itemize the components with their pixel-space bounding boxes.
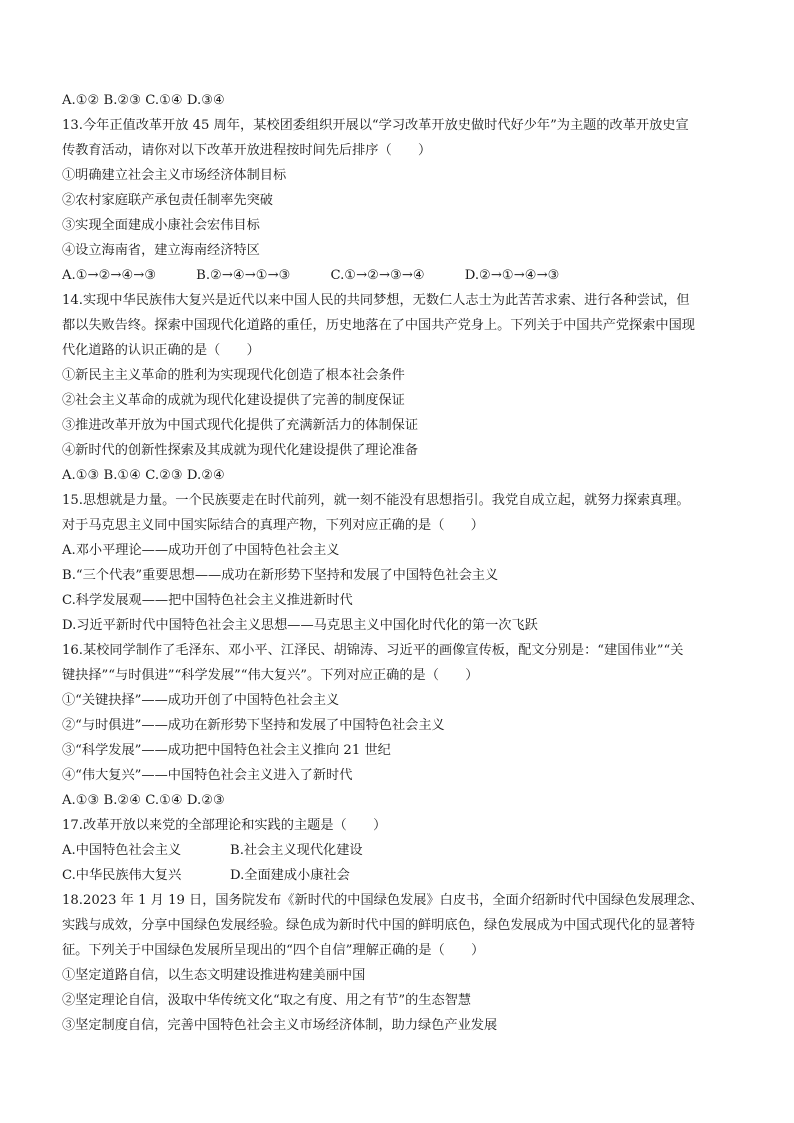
q18-stem-line-1: 18.2023 年 1 月 19 日，国务院发布《新时代的中国绿色发展》白皮书，全面介绍新时代中国绿色发展理念、 <box>62 893 704 908</box>
q16-item-3: ③“科学发展”——成功把中国特色社会主义推向 21 世纪 <box>62 743 391 758</box>
q15-stem-line-1: 15.思想就是力量。一个民族要走在时代前列，就一刻不能没有思想指引。我党自成立起，就努力探索真理。 <box>62 493 690 508</box>
q17-option-c: C.中华民族伟大复兴 <box>62 868 182 883</box>
q15-option-d: D.习近平新时代中国特色社会主义思想——马克思主义中国化时代化的第一次飞跃 <box>62 618 538 633</box>
q14-item-3: ③推进改革开放为中国式现代化提供了充满新活力的体制保证 <box>62 418 419 433</box>
q15-option-b: B.“三个代表”重要思想——成功在新形势下坚持和发展了中国特色社会主义 <box>62 568 499 583</box>
q13-stem-line-1: 13.今年正值改革开放 45 周年，某校团委组织开展以“学习改革开放史做时代好少年”为主题的改革开放史宣 <box>62 118 689 133</box>
q13-option-d: D.②→①→④→③ <box>464 268 560 283</box>
q13-stem-line-2: 传教育活动，请你对以下改革开放进程按时间先后排序（ ） <box>62 143 432 158</box>
q16-options: A.①③ B.②④ C.①④ D.②③ <box>62 793 225 808</box>
q13-option-b: B.②→④→①→③ <box>196 268 291 283</box>
q15-option-c: C.科学发展观——把中国特色社会主义推进新时代 <box>62 593 353 608</box>
q14-item-1: ①新民主主义革命的胜利为实现现代化创造了根本社会条件 <box>62 368 405 383</box>
q14-stem-line-1: 14.实现中华民族伟大复兴是近代以来中国人民的共同梦想，无数仁人志士为此苦苦求索、进行各种尝试，但 <box>62 293 690 308</box>
q17-option-a: A.中国特色社会主义 <box>62 843 182 858</box>
q13-item-4: ④设立海南省，建立海南经济特区 <box>62 243 260 258</box>
q17-stem: 17.改革开放以来党的全部理论和实践的主题是（ ） <box>62 818 387 833</box>
q17-options-row-1 <box>62 838 742 863</box>
q13-item-2: ②农村家庭联产承包责任制率先突破 <box>62 193 273 208</box>
q16-stem-line-2: 键抉择”“与时俱进”“科学发展”“伟大复兴”。下列对应正确的是（ ） <box>62 668 479 683</box>
q14-stem-line-2: 都以失败告终。探索中国现代化道路的重任，历史地落在了中国共产党身上。下列关于中国共产党探索中国现 <box>62 318 695 333</box>
q16-item-2: ②“与时俱进”——成功在新形势下坚持和发展了中国特色社会主义 <box>62 718 445 733</box>
q18-item-3: ③坚定制度自信，完善中国特色社会主义市场经济体制，助力绿色产业发展 <box>62 1018 498 1033</box>
q14-stem-line-3: 代化道路的认识正确的是（ ） <box>62 343 260 358</box>
q12-options: A.①② B.②③ C.①④ D.③④ <box>62 93 225 108</box>
q16-item-4: ④“伟大复兴”——中国特色社会主义进入了新时代 <box>62 768 353 783</box>
q17-option-b: B.社会主义现代化建设 <box>230 843 363 858</box>
q13-option-c: C.①→②→③→④ <box>330 268 425 283</box>
q18-stem-line-3: 征。下列关于中国绿色发展所呈现出的“四个自信”理解正确的是（ ） <box>62 943 485 958</box>
q18-item-2: ②坚定理论自信，汲取中华传统文化“取之有度、用之有节”的生态智慧 <box>62 993 472 1008</box>
q18-stem-line-2: 实践与成效，分享中国绿色发展经验。绿色成为新时代中国的鲜明底色，绿色发展成为中国式现代化的显著特 <box>62 918 695 933</box>
q13-item-1: ①明确建立社会主义市场经济体制目标 <box>62 168 287 183</box>
q15-stem-line-2: 对于马克思主义同中国实际结合的真理产物，下列对应正确的是（ ） <box>62 518 484 533</box>
q13-item-3: ③实现全面建成小康社会宏伟目标 <box>62 218 260 233</box>
q16-item-1: ①“关键抉择”——成功开创了中国特色社会主义 <box>62 693 340 708</box>
q14-options: A.①③ B.①④ C.②③ D.②④ <box>62 468 225 483</box>
q17-options-row-2 <box>62 863 742 888</box>
q14-item-2: ②社会主义革命的成就为现代化建设提供了完善的制度保证 <box>62 393 405 408</box>
q17-option-d: D.全面建成小康社会 <box>230 868 350 883</box>
q16-stem-line-1: 16.某校同学制作了毛泽东、邓小平、江泽民、胡锦涛、习近平的画像宣传板，配文分别是：“建国伟业”“关 <box>62 643 684 658</box>
q13-options <box>62 263 742 288</box>
q13-option-a: A.①→②→④→③ <box>62 268 157 283</box>
exam-page <box>62 88 742 1038</box>
q18-item-1: ①坚定道路自信，以生态文明建设推进构建美丽中国 <box>62 968 366 983</box>
q14-item-4: ④新时代的创新性探索及其成就为现代化建设提供了理论准备 <box>62 443 419 458</box>
q15-option-a: A.邓小平理论——成功开创了中国特色社会主义 <box>62 543 340 558</box>
